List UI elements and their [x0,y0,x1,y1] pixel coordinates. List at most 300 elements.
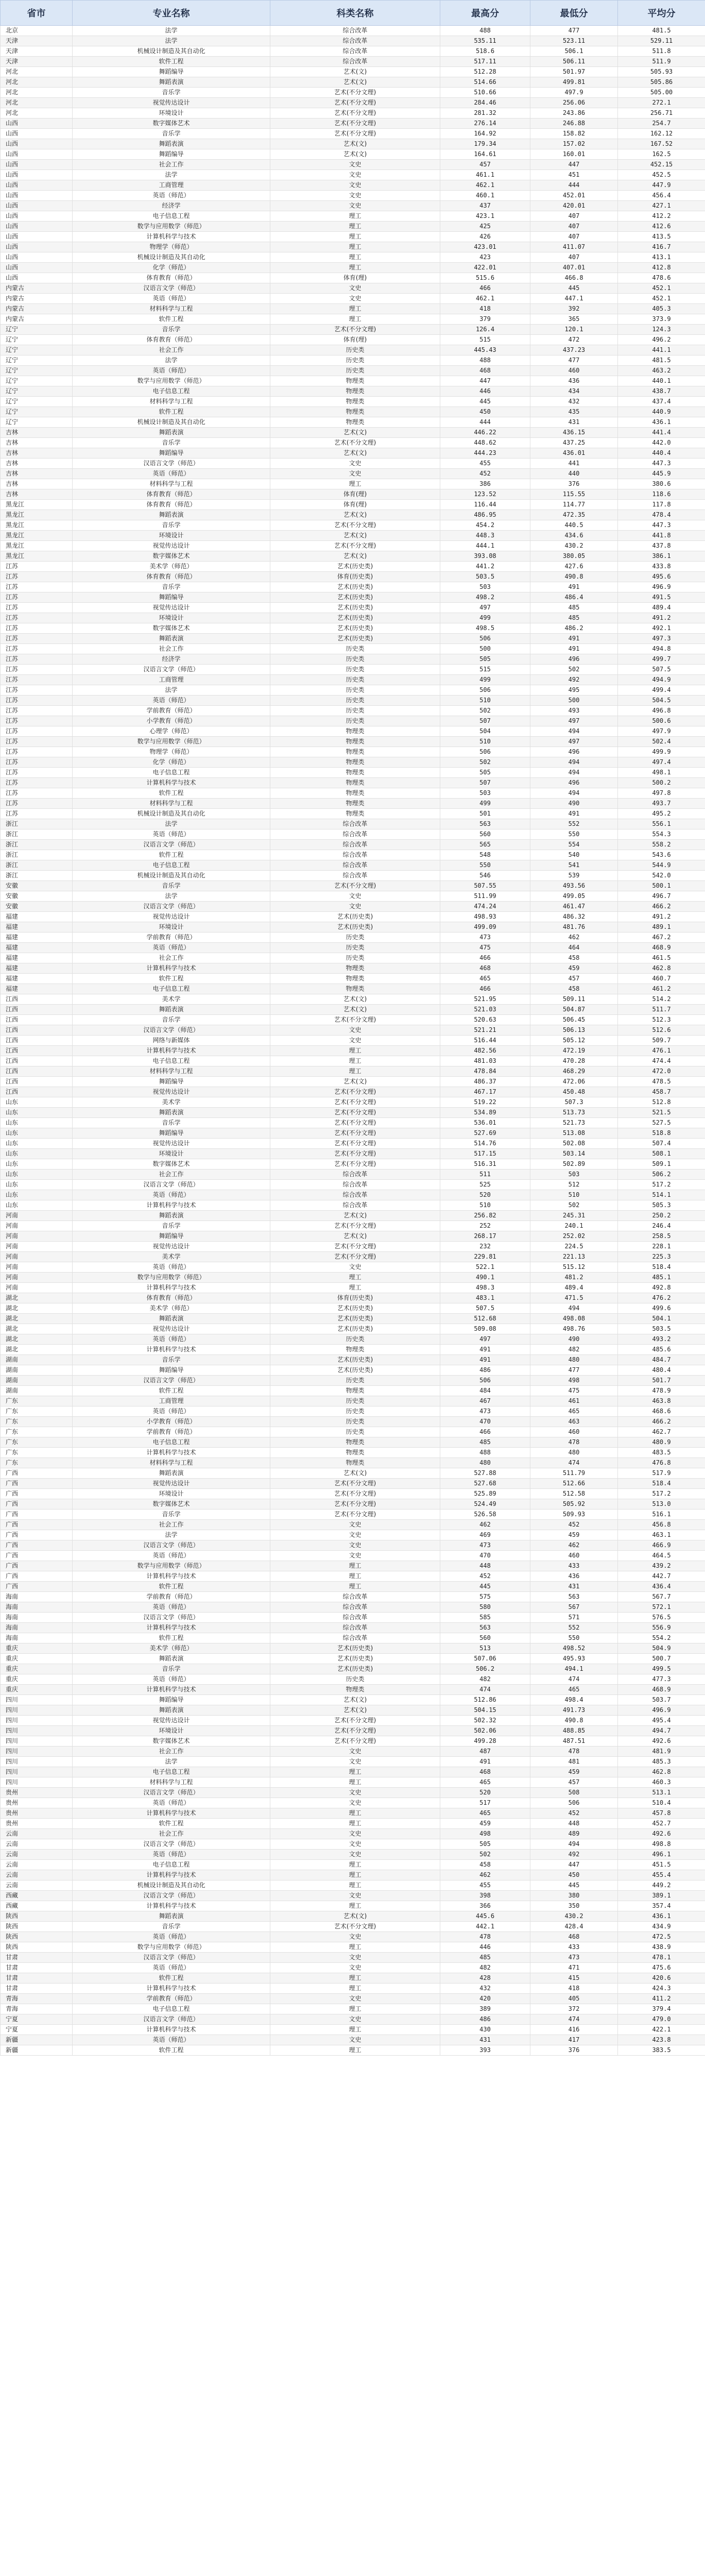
cell-major: 英语（师范） [73,2035,270,2045]
cell-province: 福建 [1,984,73,994]
cell-category: 艺术(文) [270,1077,440,1087]
table-row [1,448,705,459]
table-row [1,1159,705,1170]
cell-avg-score: 502.4 [618,737,705,747]
cell-category: 文史 [270,1953,440,1963]
cell-max-score: 454.2 [440,520,530,531]
table-row [1,1685,705,1695]
cell-major: 工商管理 [73,675,270,685]
cell-avg-score: 518.4 [618,1262,705,1273]
cell-category: 历史类 [270,1334,440,1345]
cell-major: 视觉传达设计 [73,603,270,613]
cell-max-score: 506.2 [440,1664,530,1674]
cell-avg-score: 438.7 [618,386,705,397]
cell-category: 艺术(文) [270,1468,440,1479]
cell-max-score: 470 [440,1551,530,1561]
cell-province: 四川 [1,1736,73,1747]
table-row [1,819,705,829]
cell-min-score: 240.1 [530,1221,618,1231]
table-row [1,572,705,582]
cell-major: 舞蹈表演 [73,510,270,520]
cell-province: 山西 [1,232,73,242]
table-header [1,1,705,26]
cell-major: 法学 [73,36,270,46]
cell-major: 汉语言文学（师范） [73,1376,270,1386]
cell-avg-score: 438.9 [618,1942,705,1953]
cell-province: 湖北 [1,1293,73,1303]
cell-province: 江西 [1,1005,73,1015]
cell-min-score: 447 [530,1860,618,1870]
cell-avg-score: 518.8 [618,1128,705,1139]
cell-major: 英语（师范） [73,191,270,201]
cell-max-score: 445.43 [440,345,530,355]
cell-province: 山西 [1,149,73,160]
cell-major: 美术学 [73,1252,270,1262]
cell-category: 物理类 [270,397,440,407]
cell-max-score: 466 [440,953,530,963]
cell-avg-score: 499.9 [618,747,705,757]
table-row [1,1190,705,1200]
cell-province: 山西 [1,118,73,129]
cell-category: 历史类 [270,1376,440,1386]
cell-province: 江苏 [1,768,73,778]
cell-province: 江西 [1,1015,73,1025]
cell-major: 汉语言文学（师范） [73,283,270,294]
cell-major: 英语（师范） [73,1798,270,1808]
table-row [1,613,705,623]
cell-avg-score: 567.7 [618,1592,705,1602]
table-row [1,1520,705,1530]
cell-min-score: 252.02 [530,1231,618,1242]
cell-avg-score: 496.7 [618,891,705,902]
table-row [1,1200,705,1211]
cell-avg-score: 379.4 [618,2004,705,2014]
cell-min-score: 511.79 [530,1468,618,1479]
table-row [1,891,705,902]
cell-avg-score: 462.8 [618,1767,705,1777]
cell-min-score: 436 [530,376,618,386]
cell-category: 综合改革 [270,1633,440,1643]
table-row [1,1510,705,1520]
cell-avg-score: 162.5 [618,149,705,160]
cell-min-score: 509.11 [530,994,618,1005]
cell-avg-score: 478.9 [618,1386,705,1396]
cell-major: 汉语言文学（师范） [73,902,270,912]
table-row [1,77,705,88]
table-row [1,397,705,407]
cell-major: 社会工作 [73,1520,270,1530]
cell-category: 理工 [270,1819,440,1829]
cell-max-score: 393 [440,2045,530,2056]
cell-max-score: 499.09 [440,922,530,933]
cell-category: 艺术(不分文理) [270,438,440,448]
table-row [1,36,705,46]
cell-province: 江苏 [1,623,73,634]
cell-avg-score: 508.1 [618,1149,705,1159]
cell-category: 理工 [270,1283,440,1293]
cell-category: 文史 [270,1798,440,1808]
table-row [1,191,705,201]
cell-province: 广东 [1,1448,73,1458]
cell-category: 综合改革 [270,1190,440,1200]
cell-province: 江苏 [1,809,73,819]
cell-avg-score: 496.9 [618,1705,705,1716]
cell-province: 广西 [1,1551,73,1561]
cell-max-score: 452 [440,1571,530,1582]
cell-major: 电子信息工程 [73,1056,270,1066]
cell-category: 艺术(文) [270,428,440,438]
cell-province: 辽宁 [1,366,73,376]
cell-min-score: 490 [530,1334,618,1345]
cell-max-score: 482 [440,1674,530,1685]
cell-max-score: 268.17 [440,1231,530,1242]
cell-avg-score: 494.8 [618,644,705,654]
cell-min-score: 472.35 [530,510,618,520]
cell-min-score: 498.76 [530,1324,618,1334]
table-row [1,376,705,386]
cell-category: 理工 [270,1984,440,1994]
cell-category: 艺术(不分文理) [270,1087,440,1097]
cell-max-score: 534.89 [440,1108,530,1118]
cell-min-score: 405 [530,1994,618,2004]
cell-min-score: 350 [530,1901,618,1911]
cell-max-score: 284.46 [440,98,530,108]
table-row [1,1334,705,1345]
cell-major: 计算机科学与技术 [73,1046,270,1056]
table-row [1,180,705,191]
cell-min-score: 464 [530,943,618,953]
cell-major: 美术学（师范） [73,1643,270,1654]
cell-min-score: 492 [530,1850,618,1860]
cell-major: 计算机科学与技术 [73,963,270,974]
cell-avg-score: 373.9 [618,314,705,325]
cell-major: 舞蹈表演 [73,77,270,88]
table-row [1,2035,705,2045]
cell-max-score: 483.1 [440,1293,530,1303]
cell-min-score: 407.01 [530,263,618,273]
cell-min-score: 502.89 [530,1159,618,1170]
cell-avg-score: 412.8 [618,263,705,273]
cell-province: 江西 [1,1056,73,1066]
cell-category: 艺术(历史类) [270,562,440,572]
cell-avg-score: 440.1 [618,376,705,386]
table-row [1,1180,705,1190]
cell-max-score: 515 [440,335,530,345]
cell-min-score: 491.73 [530,1705,618,1716]
cell-max-score: 575 [440,1592,530,1602]
cell-avg-score: 492.6 [618,1736,705,1747]
cell-min-score: 448 [530,1819,618,1829]
table-row [1,304,705,314]
cell-category: 艺术(不分文理) [270,1097,440,1108]
cell-category: 物理类 [270,1458,440,1468]
cell-max-score: 510 [440,696,530,706]
table-row [1,345,705,355]
cell-major: 材料科学与工程 [73,304,270,314]
cell-avg-score: 468.9 [618,943,705,953]
cell-max-score: 431 [440,2035,530,2045]
cell-max-score: 498.93 [440,912,530,922]
cell-major: 机械设计制造及其自动化 [73,1880,270,1891]
cell-avg-score: 507.4 [618,1139,705,1149]
table-body [1,26,705,2056]
cell-major: 工商管理 [73,180,270,191]
cell-min-score: 512 [530,1180,618,1190]
cell-category: 文史 [270,283,440,294]
cell-province: 江苏 [1,788,73,799]
cell-min-score: 494 [530,726,618,737]
cell-category: 艺术(历史类) [270,1664,440,1674]
cell-category: 历史类 [270,1417,440,1427]
cell-max-score: 425 [440,222,530,232]
table-row [1,1716,705,1726]
cell-province: 江西 [1,1087,73,1097]
cell-province: 广西 [1,1561,73,1571]
cell-avg-score: 483.5 [618,1448,705,1458]
cell-province: 重庆 [1,1654,73,1664]
table-row [1,1674,705,1685]
cell-max-score: 486.95 [440,510,530,520]
cell-avg-score: 554.2 [618,1633,705,1643]
cell-min-score: 466.8 [530,273,618,283]
cell-category: 理工 [270,1942,440,1953]
cell-avg-score: 495.2 [618,809,705,819]
table-row [1,1654,705,1664]
cell-province: 福建 [1,953,73,963]
cell-max-score: 563 [440,1623,530,1633]
cell-max-score: 466 [440,1427,530,1437]
cell-province: 内蒙古 [1,283,73,294]
cell-max-score: 473 [440,1406,530,1417]
table-row [1,747,705,757]
cell-category: 艺术(历史类) [270,1355,440,1365]
cell-major: 音乐学 [73,1221,270,1231]
cell-province: 广西 [1,1520,73,1530]
cell-min-score: 437.25 [530,438,618,448]
cell-avg-score: 452.5 [618,170,705,180]
cell-min-score: 458 [530,953,618,963]
cell-province: 广东 [1,1458,73,1468]
cell-province: 内蒙古 [1,294,73,304]
cell-category: 艺术(不分文理) [270,881,440,891]
cell-major: 环境设计 [73,531,270,541]
cell-avg-score: 491.5 [618,592,705,603]
cell-min-score: 431 [530,417,618,428]
cell-avg-score: 246.4 [618,1221,705,1231]
cell-min-score: 552 [530,819,618,829]
cell-major: 数字媒体艺术 [73,118,270,129]
cell-max-score: 445.6 [440,1911,530,1922]
cell-max-score: 512.86 [440,1695,530,1705]
cell-max-score: 487 [440,1747,530,1757]
cell-major: 舞蹈编导 [73,448,270,459]
cell-province: 黑龙江 [1,500,73,510]
cell-avg-score: 476.8 [618,1458,705,1468]
cell-category: 物理类 [270,788,440,799]
cell-major: 舞蹈表演 [73,1005,270,1015]
cell-min-score: 431 [530,1582,618,1592]
cell-province: 山西 [1,222,73,232]
cell-province: 河南 [1,1231,73,1242]
cell-major: 法学 [73,1530,270,1540]
cell-category: 艺术(历史类) [270,613,440,623]
cell-province: 浙江 [1,819,73,829]
cell-avg-score: 420.6 [618,1973,705,1984]
cell-category: 综合改革 [270,819,440,829]
cell-major: 机械设计制造及其自动化 [73,871,270,881]
cell-category: 艺术(文) [270,149,440,160]
cell-major: 电子信息工程 [73,860,270,871]
cell-max-score: 468 [440,1767,530,1777]
cell-min-score: 505.12 [530,1036,618,1046]
cell-major: 计算机科学与技术 [73,232,270,242]
cell-province: 江西 [1,994,73,1005]
cell-major: 体育教育（师范） [73,273,270,283]
cell-province: 贵州 [1,1808,73,1819]
cell-max-score: 520 [440,1788,530,1798]
table-row [1,531,705,541]
cell-province: 山西 [1,180,73,191]
table-row [1,1242,705,1252]
cell-category: 文史 [270,1994,440,2004]
cell-avg-score: 441.1 [618,345,705,355]
cell-avg-score: 461.5 [618,953,705,963]
cell-avg-score: 447.3 [618,520,705,531]
cell-max-score: 422.01 [440,263,530,273]
cell-major: 音乐学 [73,1015,270,1025]
cell-avg-score: 441.4 [618,428,705,438]
cell-major: 英语（师范） [73,943,270,953]
cell-province: 山西 [1,201,73,211]
cell-avg-score: 442.7 [618,1571,705,1582]
cell-avg-score: 558.2 [618,840,705,850]
cell-max-score: 521.95 [440,994,530,1005]
cell-category: 历史类 [270,675,440,685]
table-row [1,1231,705,1242]
cell-min-score: 489.4 [530,1283,618,1293]
cell-min-score: 540 [530,850,618,860]
cell-category: 文史 [270,294,440,304]
cell-avg-score: 380.6 [618,479,705,489]
cell-category: 艺术(历史类) [270,592,440,603]
cell-province: 北京 [1,26,73,36]
cell-avg-score: 250.2 [618,1211,705,1221]
table-row [1,1221,705,1231]
cell-max-score: 469 [440,1530,530,1540]
cell-category: 文史 [270,1839,440,1850]
cell-min-score: 550 [530,1633,618,1643]
cell-province: 江西 [1,1066,73,1077]
cell-max-score: 482.56 [440,1046,530,1056]
cell-min-score: 457 [530,974,618,984]
table-row [1,1819,705,1829]
header-major: 专业名称 [73,1,270,26]
table-row [1,118,705,129]
cell-avg-score: 494.9 [618,675,705,685]
cell-category: 历史类 [270,706,440,716]
cell-max-score: 498.5 [440,623,530,634]
cell-major: 视觉传达设计 [73,1139,270,1149]
cell-category: 物理类 [270,778,440,788]
table-row [1,675,705,685]
table-row [1,963,705,974]
cell-major: 学前教育（师范） [73,706,270,716]
cell-major: 舞蹈编导 [73,1695,270,1705]
cell-avg-score: 576.5 [618,1613,705,1623]
cell-max-score: 525 [440,1180,530,1190]
cell-major: 物理学（师范） [73,242,270,252]
cell-max-score: 474.24 [440,902,530,912]
cell-avg-score: 478.6 [618,273,705,283]
table-row [1,1149,705,1159]
cell-province: 福建 [1,943,73,953]
cell-max-score: 486 [440,2014,530,2025]
cell-category: 艺术(不分文理) [270,129,440,139]
cell-major: 英语（师范） [73,1932,270,1942]
table-row [1,1046,705,1056]
table-row [1,1633,705,1643]
table-row [1,1365,705,1376]
cell-province: 宁夏 [1,2025,73,2035]
cell-min-score: 474 [530,2014,618,2025]
cell-max-score: 514.76 [440,1139,530,1149]
cell-min-score: 470.28 [530,1056,618,1066]
cell-province: 云南 [1,1860,73,1870]
cell-min-score: 485 [530,613,618,623]
cell-min-score: 436.01 [530,448,618,459]
cell-category: 文史 [270,1025,440,1036]
cell-avg-score: 436.1 [618,1911,705,1922]
cell-category: 理工 [270,1582,440,1592]
cell-min-score: 407 [530,211,618,222]
cell-major: 网络与新媒体 [73,1036,270,1046]
cell-min-score: 480 [530,1448,618,1458]
table-row [1,1705,705,1716]
cell-category: 体育(理) [270,273,440,283]
cell-max-score: 465 [440,1808,530,1819]
cell-category: 综合改革 [270,1200,440,1211]
cell-avg-score: 357.4 [618,1901,705,1911]
cell-major: 软件工程 [73,2045,270,2056]
table-row [1,1973,705,1984]
cell-province: 广西 [1,1530,73,1540]
cell-major: 法学 [73,819,270,829]
cell-province: 贵州 [1,1819,73,1829]
cell-min-score: 468.29 [530,1066,618,1077]
cell-max-score: 518.6 [440,46,530,57]
cell-max-score: 455 [440,459,530,469]
cell-min-score: 523.11 [530,36,618,46]
cell-avg-score: 500.6 [618,716,705,726]
cell-province: 山东 [1,1149,73,1159]
cell-major: 软件工程 [73,974,270,984]
table-row [1,1108,705,1118]
cell-category: 理工 [270,1973,440,1984]
cell-category: 艺术(文) [270,1695,440,1705]
cell-major: 心理学（师范） [73,726,270,737]
cell-major: 视觉传达设计 [73,541,270,551]
cell-min-score: 491 [530,634,618,644]
cell-avg-score: 452.1 [618,283,705,294]
table-row [1,1406,705,1417]
cell-province: 辽宁 [1,345,73,355]
cell-province: 广西 [1,1489,73,1499]
cell-major: 材料科学与工程 [73,1066,270,1077]
cell-major: 英语（师范） [73,1963,270,1973]
cell-major: 美术学 [73,1097,270,1108]
cell-major: 汉语言文学（师范） [73,1891,270,1901]
cell-category: 历史类 [270,1396,440,1406]
